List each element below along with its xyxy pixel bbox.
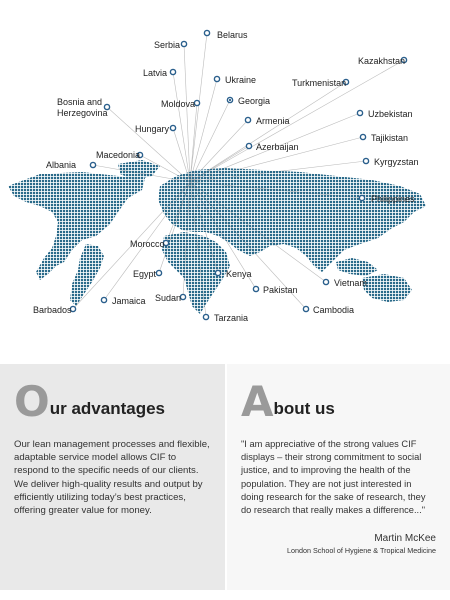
marker-latvia	[170, 69, 175, 74]
label-kazakhstan: Kazakhstan	[358, 56, 406, 66]
label-latvia: Latvia	[143, 68, 168, 78]
label-armenia: Armenia	[256, 116, 290, 126]
advantages-heading-text: ur advantages	[49, 399, 165, 418]
label-turkmenistan: Turkmenistan	[292, 78, 347, 88]
label-georgia: Georgia	[238, 96, 271, 106]
continent-australia	[362, 274, 412, 302]
label-morocco: Morocco	[130, 239, 165, 249]
marker-tajikistan	[360, 134, 365, 139]
label-belarus: Belarus	[217, 30, 248, 40]
label-hungary: Hungary	[135, 124, 170, 134]
label-ukraine: Ukraine	[225, 75, 257, 85]
about-heading-initial: A	[241, 377, 273, 426]
marker-sudan	[180, 294, 185, 299]
label-kyrgyzstan: Kyrgyzstan	[374, 157, 419, 167]
marker-ukraine	[214, 76, 219, 81]
label-azerbaijan: Azerbaijan	[256, 142, 299, 152]
marker-azerbaijan	[246, 143, 251, 148]
marker-philippines	[359, 195, 364, 200]
marker-armenia	[245, 117, 250, 122]
marker-georgia-center	[229, 99, 231, 101]
label-albania: Albania	[46, 160, 77, 170]
about-heading	[241, 376, 436, 426]
marker-vietnam	[323, 279, 328, 284]
advantages-heading-initial: O	[14, 377, 49, 426]
advantages-panel	[0, 364, 225, 590]
label-jamaica: Jamaica	[112, 296, 146, 306]
marker-jamaica	[101, 297, 106, 302]
label-egypt: Egypt	[133, 269, 157, 279]
label-uzbekistan: Uzbekistan	[368, 109, 413, 119]
testimonial-quote: "I am appreciative of the strong values CIF displays – their strong commitment to social justice, and to improving the health of the population. They are not just interested in doing research for the sake of research, they do research that really makes a difference..."	[241, 439, 426, 516]
about-panel	[227, 364, 450, 590]
marker-tanzania	[203, 314, 208, 319]
about-heading-text: bout us	[273, 399, 335, 418]
label-moldova: Moldova	[161, 99, 196, 109]
label-cambodia: Cambodia	[313, 305, 355, 315]
marker-kenya	[215, 270, 220, 275]
label-pakistan: Pakistan	[263, 285, 298, 295]
testimonial-author: Martin McKee	[374, 533, 436, 545]
marker-kyrgyzstan	[363, 158, 368, 163]
label-philippines: Philippines	[371, 194, 415, 204]
testimonial-organization: London School of Hygiene & Tropical Medicine	[286, 546, 436, 556]
label-tajikistan: Tajikistan	[371, 133, 409, 143]
marker-serbia	[181, 41, 186, 46]
info-panels	[0, 364, 450, 590]
connector-line-ukraine	[190, 79, 217, 182]
marker-moldova	[194, 100, 199, 105]
testimonial-attribution	[241, 533, 436, 555]
continents	[8, 160, 426, 314]
label-macedonia: Macedonia	[96, 150, 141, 160]
marker-pakistan	[253, 286, 258, 291]
label-barbados: Barbados	[33, 305, 72, 315]
label-sudan: Sudan	[155, 293, 182, 303]
marker-albania	[90, 162, 95, 167]
continent-south-america	[70, 244, 104, 306]
marker-belarus	[204, 30, 209, 35]
label-tanzania: Tarzania	[214, 313, 249, 323]
marker-hungary	[170, 125, 175, 130]
advantages-body: Our lean management processes and flexible, adaptable service model allows CIF to respond to the specific needs of our clients. We deliver high-quality results and output by efficiently utilizing today’s best practices, offering greater value for money.	[14, 439, 210, 517]
label-kenya: Kenya	[226, 269, 252, 279]
marker-uzbekistan	[357, 110, 362, 115]
continent-north-america	[8, 172, 145, 280]
marker-egypt	[156, 270, 161, 275]
marker-cambodia	[303, 306, 308, 311]
advantages-heading	[14, 376, 211, 426]
label-bosnia: Bosnia and Herzegovina	[57, 97, 108, 118]
label-vietnam: Vietnam	[334, 278, 367, 288]
label-serbia: Serbia	[154, 40, 181, 50]
continent-se-asia	[336, 258, 378, 276]
